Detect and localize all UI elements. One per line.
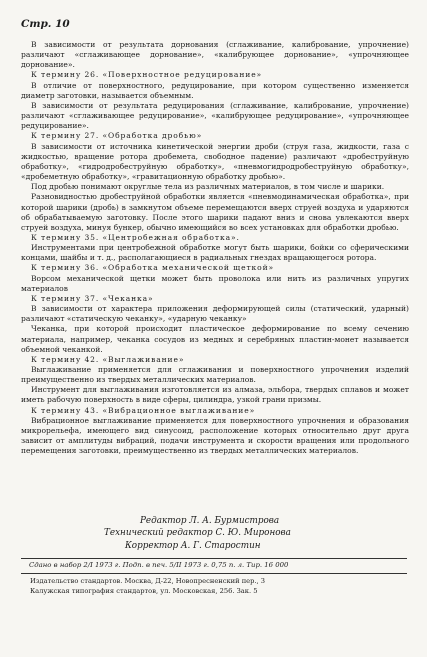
paragraph: Инструментами при центробежной обработке могут быть шарики, бойки со сферическими концами, шайбы и т. д., располагающиеся в радиальных гнездах вращающегося ротора. bbox=[21, 243, 409, 263]
term-heading: К термину 26. «Поверхностное редуцирование» bbox=[31, 70, 263, 80]
term-heading: К термину 27. «Обработка дробью» bbox=[31, 131, 203, 141]
paragraph: Под дробью понимают округлые тела из различных материалов, в том числе и шарики. bbox=[31, 182, 385, 192]
term-heading: К термину 42. «Выглаживание» bbox=[31, 354, 185, 364]
paragraph: В зависимости от источника кинетической энергии дроби (струя газа, жидкости, газа с жидкостью, вращение ротора дробемета, свободное падение) различают «дробеструйную обработку», «гидродробеструйную обработку», «пневмогидродробеструйную обработку», «дробеметную обработку», «гравитационную обработку дробью». bbox=[21, 141, 409, 182]
divider-line bbox=[21, 573, 407, 574]
paragraph: Ворсом механической щетки может быть проволока или нить из различных упругих материалов bbox=[21, 273, 409, 293]
editor-credit: Редактор Л. А. Бурмистрова bbox=[140, 516, 280, 526]
printer-line: Калужская типография стандартов, ул. Московская, 256. Зак. 5 bbox=[30, 587, 258, 595]
publisher-line: Издательство стандартов. Москва, Д-22, Новопресненский пер., 3 bbox=[30, 577, 266, 585]
paragraph: В зависимости от характера приложения деформирующей силы (статический, ударный) различают «статическую чеканку», «ударную чеканку» bbox=[21, 304, 409, 324]
paragraph: Инструмент для выглаживания изготовляется из алмаза, эльбора, твердых сплавов и может иметь рабочую поверхность в виде сферы, цилиндра, узкой грани призмы. bbox=[21, 385, 409, 405]
term-heading: К термину 43. «Вибрационное выглаживание» bbox=[31, 405, 256, 415]
proofreader-credit: Корректор А. Г. Старостин bbox=[125, 540, 261, 551]
paragraph: Выглаживание применяется для сглаживания и поверхностного упрочнения изделий преимущественно из твердых металлических материалов. bbox=[21, 365, 409, 385]
term-heading: К термину 36. «Обработка механической щеткой» bbox=[31, 263, 275, 273]
paragraph: В отличие от поверхностного, редуцирование, при котором существенно изменяется диаметр заготовки, называется объемным. bbox=[21, 80, 409, 100]
paragraph: В зависимости от результата дорнования (сглаживание, калибрование, упрочнение) различают «сглаживающее дорнование», «калибрующее дорнование», «упрочняющее дорнование». bbox=[21, 40, 409, 70]
paragraph: В зависимости от результата редуцирования (сглаживание, калибрование, упрочнение) различают «сглаживающее редуцирование», «калибрующее редуцирование», «упрочняющее редуцирование». bbox=[21, 100, 409, 131]
print-info: Сдано в набор 2/I 1973 г. Подп. в печ. 5/II 1973 г. 0,75 п. л. Тир. 16 000 bbox=[29, 561, 289, 569]
term-heading: К термину 35. «Центробежная обработка». bbox=[31, 232, 240, 242]
paragraph: Разновидностью дробеструйной обработки является «пневмодинамическая обработка», при которой шарики (дробь) в замкнутом объеме перемещаются вверх струей воздуха и ударяются об обрабатываемую заготовку. После этого шарики падают вниз и снова увлекаются вверх струей воздуха, минуя бункер, обычно имеющийся во всех установках для обработки дробью. bbox=[21, 192, 409, 232]
tech-editor-credit: Технический редактор С. Ю. Миронова bbox=[104, 528, 291, 539]
paragraph: Вибрационное выглаживание применяется для поверхностного упрочнения и образования микрорельефа, имеющего вид синусоид, расположение которых относительно друг друга зависит от амплитуды вибраций, подачи инструмента и скорости вращения или продольного перемещения заготовки, преимущественно из твердых металлических материалов. bbox=[21, 415, 409, 456]
paragraph: Чеканка, при которой происходит пластическое деформирование по всему сечению материала, например, чеканка сосудов из медных и серебряных пластин-монет называется объемной чеканкой. bbox=[21, 324, 409, 354]
term-heading: К термину 37. «Чеканка» bbox=[31, 293, 154, 303]
page-number: Стр. 10 bbox=[21, 18, 70, 30]
credits-block bbox=[104, 515, 404, 552]
divider-line bbox=[21, 558, 407, 559]
body-text bbox=[21, 40, 409, 456]
